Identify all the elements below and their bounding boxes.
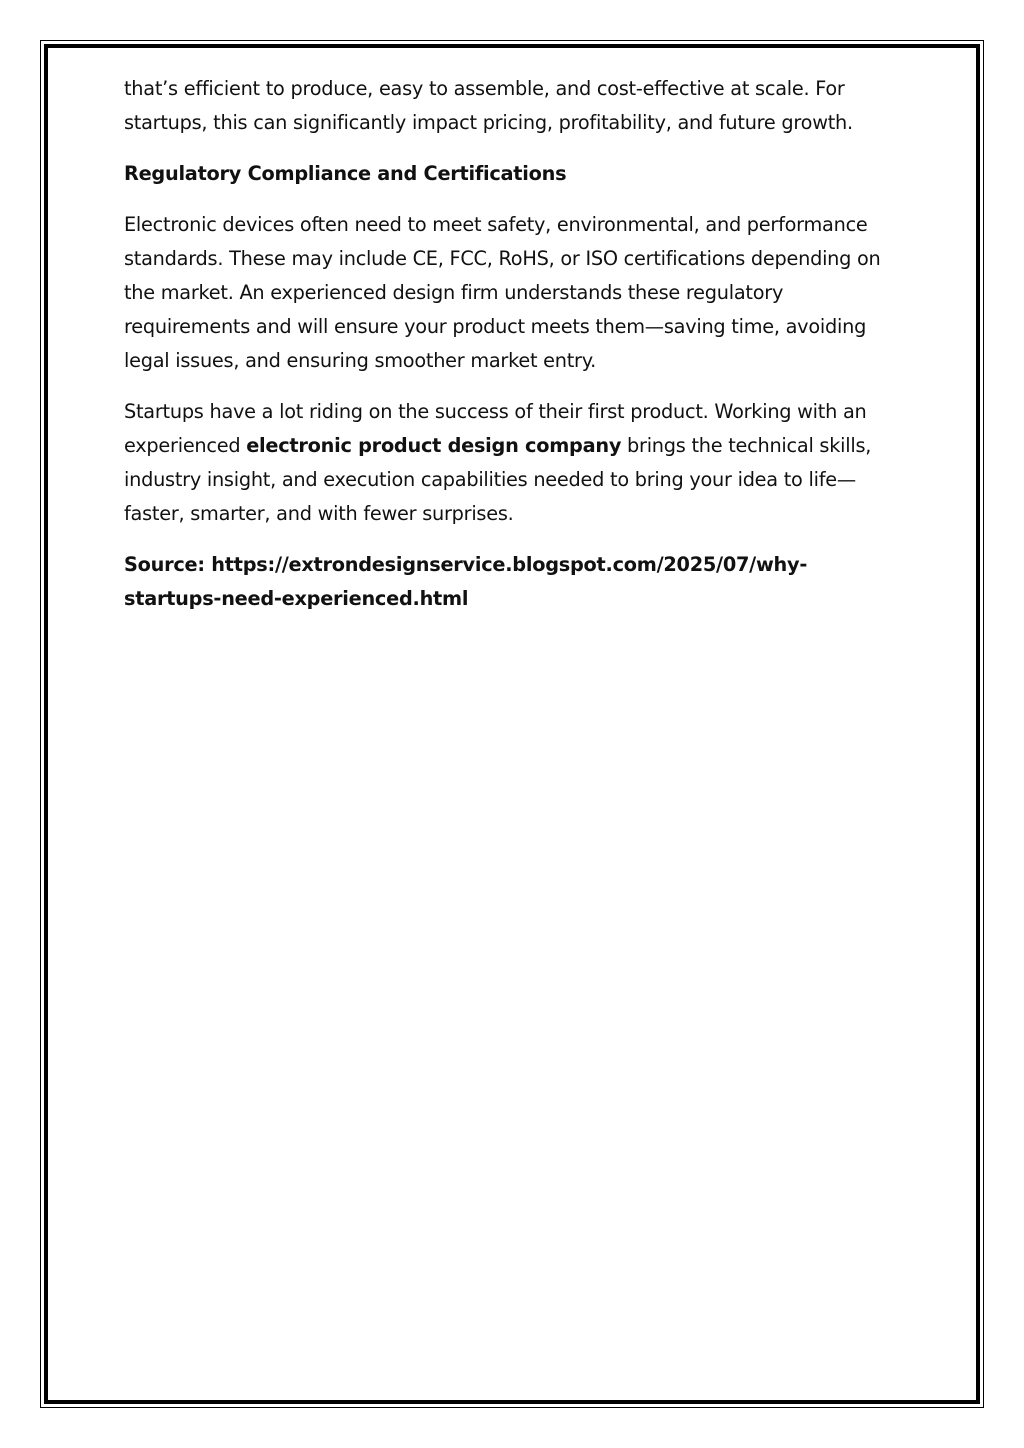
source-line: Source: https://extrondesignservice.blogspot.com/2025/07/why-startups-need-experienced.html xyxy=(124,553,808,610)
intro-paragraph: that’s efficient to produce, easy to assemble, and cost-effective at scale. For startups, this can significantly impact pricing, profitability, and future growth. xyxy=(124,77,853,134)
conclusion-text-end: brings the technical skills, industry insight, and execution capabilities needed to bring your idea to life—faster, smarter, and with fewer surprises. xyxy=(124,434,872,525)
conclusion-bold-phrase: electronic product design company xyxy=(246,434,622,457)
compliance-paragraph: Electronic devices often need to meet safety, environmental, and performance standards. These may include CE, FCC, RoHS, or ISO certifications depending on the market. An experienced design firm understands these regulatory requirements and will ensure your product meets them—saving time, avoiding legal issues, and ensuring smoother market entry. xyxy=(124,213,881,372)
conclusion-text-start: Startups have a lot riding on the success of their first product. Working with an experienced xyxy=(124,400,867,457)
section-heading: Regulatory Compliance and Certifications xyxy=(124,162,567,185)
conclusion-paragraph xyxy=(124,395,904,531)
document-body xyxy=(124,72,904,633)
